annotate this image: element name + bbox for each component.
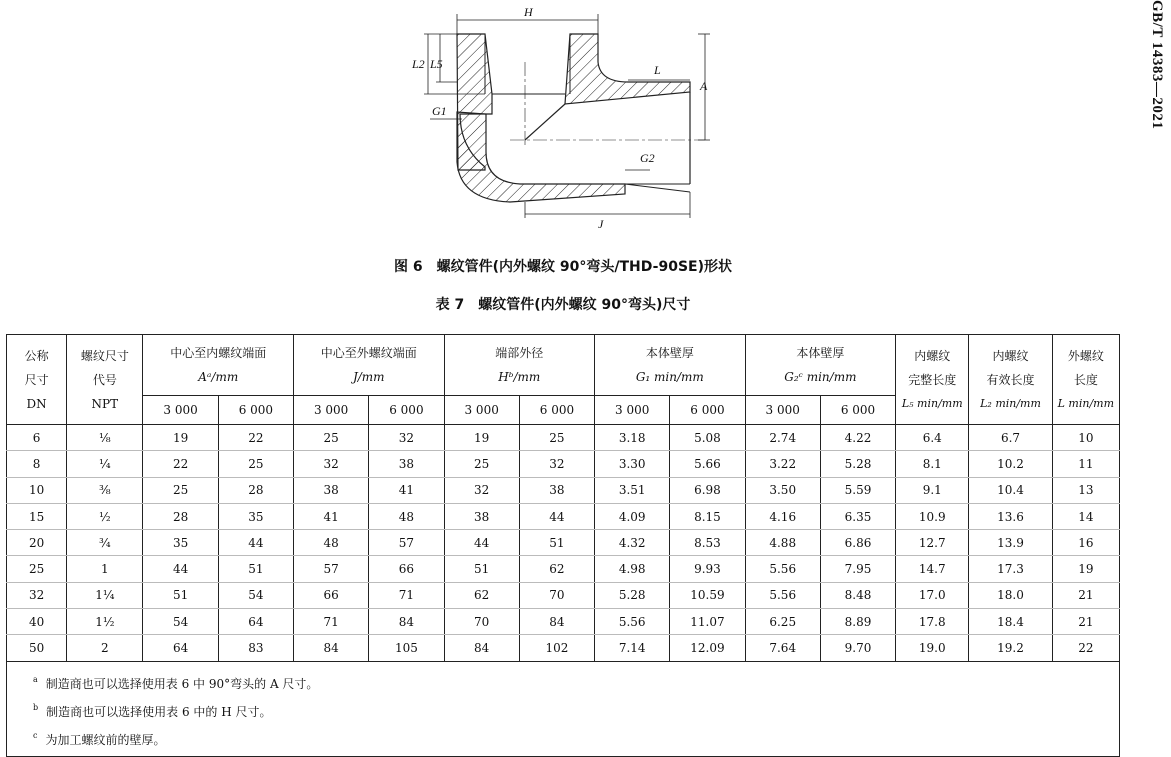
table-cell: 4.88 xyxy=(745,530,820,556)
table-cell: 44 xyxy=(218,530,293,556)
table-cell: 17.0 xyxy=(896,582,969,608)
header-npt: 螺纹尺寸 代号 NPT xyxy=(67,335,143,425)
table-cell: 9.70 xyxy=(820,635,895,661)
table-cell: 20 xyxy=(7,530,67,556)
table-cell: 19 xyxy=(1052,556,1119,582)
table-cell: 4.22 xyxy=(820,425,895,451)
table-cell: 32 xyxy=(369,425,444,451)
class-3000: 3 000 xyxy=(745,396,820,425)
table-caption: 表 7 螺纹管件(内外螺纹 90°弯头)尺寸 xyxy=(435,297,691,313)
table-cell: 8.48 xyxy=(820,582,895,608)
table-cell: 3.18 xyxy=(595,425,670,451)
label-a: A xyxy=(700,79,708,93)
table-cell: 51 xyxy=(444,556,519,582)
dimensions-table xyxy=(6,334,1120,757)
table-cell: 25 xyxy=(7,556,67,582)
table-cell: ⅜ xyxy=(67,477,143,503)
class-3000: 3 000 xyxy=(294,396,369,425)
table-row xyxy=(7,477,1120,503)
header-h: 端部外径 Hᵇ/mm xyxy=(444,335,595,396)
table-cell: 62 xyxy=(519,556,594,582)
table-cell: 48 xyxy=(294,530,369,556)
table-cell: 19 xyxy=(143,425,218,451)
table-cell: 6.4 xyxy=(896,425,969,451)
table-cell: 64 xyxy=(218,609,293,635)
table-row xyxy=(7,635,1120,661)
table-cell: 10.4 xyxy=(969,477,1052,503)
table-cell: 25 xyxy=(519,425,594,451)
table-row xyxy=(7,556,1120,582)
table-cell: 2.74 xyxy=(745,425,820,451)
label-l2: L2 xyxy=(412,57,425,71)
table-cell: 7.95 xyxy=(820,556,895,582)
table-cell: 57 xyxy=(294,556,369,582)
table-cell: 14 xyxy=(1052,503,1119,529)
table-cell: 8.89 xyxy=(820,609,895,635)
figure-caption: 图 6 螺纹管件(内外螺纹 90°弯头/THD-90SE)形状 xyxy=(394,259,732,275)
class-6000: 6 000 xyxy=(369,396,444,425)
table-cell: 35 xyxy=(143,530,218,556)
table-cell: 21 xyxy=(1052,609,1119,635)
table-cell: ½ xyxy=(67,503,143,529)
table-cell: 17.3 xyxy=(969,556,1052,582)
class-6000: 6 000 xyxy=(519,396,594,425)
table-cell: 32 xyxy=(294,451,369,477)
table-cell: 5.28 xyxy=(820,451,895,477)
note-a: $^a$ 制造商也可以选择使用表 6 中 90°弯头的 A 尺寸。 xyxy=(33,674,319,691)
table-cell: 32 xyxy=(7,582,67,608)
table-body xyxy=(7,425,1120,662)
table-cell: 6.86 xyxy=(820,530,895,556)
table-cell: 18.4 xyxy=(969,609,1052,635)
table-cell: 5.59 xyxy=(820,477,895,503)
label-g2: G2 xyxy=(640,151,655,165)
table-cell: 38 xyxy=(369,451,444,477)
table-row xyxy=(7,425,1120,451)
table-cell: 10.9 xyxy=(896,503,969,529)
table-cell: 5.28 xyxy=(595,582,670,608)
table-cell: ¾ xyxy=(67,530,143,556)
table-row xyxy=(7,609,1120,635)
table-cell: ⅛ xyxy=(67,425,143,451)
table-cell: 22 xyxy=(143,451,218,477)
header-j: 中心至外螺纹端面 J/mm xyxy=(294,335,445,396)
class-3000: 3 000 xyxy=(595,396,670,425)
table-cell: 35 xyxy=(218,503,293,529)
table-cell: 10.2 xyxy=(969,451,1052,477)
table-cell: 6.25 xyxy=(745,609,820,635)
table-cell: 9.1 xyxy=(896,477,969,503)
table-cell: 38 xyxy=(294,477,369,503)
class-6000: 6 000 xyxy=(670,396,745,425)
table-cell: 66 xyxy=(294,582,369,608)
table-row xyxy=(7,503,1120,529)
table-row xyxy=(7,582,1120,608)
table-cell: 50 xyxy=(7,635,67,661)
label-j: J xyxy=(598,217,604,231)
table-cell: ¼ xyxy=(67,451,143,477)
table-cell: 32 xyxy=(444,477,519,503)
table-cell: 25 xyxy=(294,425,369,451)
class-3000: 3 000 xyxy=(143,396,218,425)
table-cell: 25 xyxy=(444,451,519,477)
table-cell: 38 xyxy=(444,503,519,529)
table-cell: 54 xyxy=(218,582,293,608)
table-cell: 4.09 xyxy=(595,503,670,529)
table-cell: 13.6 xyxy=(969,503,1052,529)
table-cell: 6.7 xyxy=(969,425,1052,451)
table-cell: 48 xyxy=(369,503,444,529)
table-cell: 84 xyxy=(294,635,369,661)
table-cell: 1 xyxy=(67,556,143,582)
table-cell: 64 xyxy=(143,635,218,661)
table-cell: 17.8 xyxy=(896,609,969,635)
table-cell: 18.0 xyxy=(969,582,1052,608)
table-cell: 10 xyxy=(7,477,67,503)
table-cell: 41 xyxy=(294,503,369,529)
table-cell: 4.16 xyxy=(745,503,820,529)
header-g1: 本体壁厚 G₁ min/mm xyxy=(595,335,746,396)
fitting-drawing xyxy=(400,2,730,232)
header-a: 中心至内螺纹端面 Aᵃ/mm xyxy=(143,335,294,396)
table-cell: 3.51 xyxy=(595,477,670,503)
table-cell: 6.98 xyxy=(670,477,745,503)
table-cell: 44 xyxy=(143,556,218,582)
table-cell: 12.7 xyxy=(896,530,969,556)
table-cell: 3.50 xyxy=(745,477,820,503)
table-cell: 51 xyxy=(519,530,594,556)
table-cell: 71 xyxy=(294,609,369,635)
table-cell: 4.98 xyxy=(595,556,670,582)
header-dn: 公称 尺寸 DN xyxy=(7,335,67,425)
header-l: 外螺纹 长度 L min/mm xyxy=(1052,335,1119,425)
class-6000: 6 000 xyxy=(218,396,293,425)
table-cell: 8 xyxy=(7,451,67,477)
table-cell: 19 xyxy=(444,425,519,451)
table-cell: 83 xyxy=(218,635,293,661)
table-cell: 28 xyxy=(218,477,293,503)
table-row xyxy=(7,451,1120,477)
table-cell: 41 xyxy=(369,477,444,503)
table-cell: 6 xyxy=(7,425,67,451)
elbow-body xyxy=(457,34,705,202)
table-cell: 66 xyxy=(369,556,444,582)
table-cell: 15 xyxy=(7,503,67,529)
table-cell: 13 xyxy=(1052,477,1119,503)
class-6000: 6 000 xyxy=(820,396,895,425)
table-cell: 5.08 xyxy=(670,425,745,451)
table-cell: 22 xyxy=(1052,635,1119,661)
table-cell: 10.59 xyxy=(670,582,745,608)
note-c: $^c$ 为加工螺纹前的壁厚。 xyxy=(33,730,166,747)
table-cell: 70 xyxy=(519,582,594,608)
table-cell: 54 xyxy=(143,609,218,635)
table-cell: 19.0 xyxy=(896,635,969,661)
table-cell: 5.56 xyxy=(745,582,820,608)
header-g2: 本体壁厚 G₂ᶜ min/mm xyxy=(745,335,896,396)
table-cell: 51 xyxy=(143,582,218,608)
table-cell: 1½ xyxy=(67,609,143,635)
label-l5: L5 xyxy=(430,57,443,71)
label-g1: G1 xyxy=(432,104,447,118)
table-cell: 38 xyxy=(519,477,594,503)
table-cell: 6.35 xyxy=(820,503,895,529)
table-cell: 12.09 xyxy=(670,635,745,661)
table-cell: 62 xyxy=(444,582,519,608)
table-cell: 16 xyxy=(1052,530,1119,556)
table-cell: 8.1 xyxy=(896,451,969,477)
table-cell: 10 xyxy=(1052,425,1119,451)
table-cell: 21 xyxy=(1052,582,1119,608)
table-cell: 8.53 xyxy=(670,530,745,556)
table-cell: 102 xyxy=(519,635,594,661)
table-cell: 13.9 xyxy=(969,530,1052,556)
label-l: L xyxy=(654,63,661,77)
table-cell: 5.56 xyxy=(745,556,820,582)
table-cell: 22 xyxy=(218,425,293,451)
table-cell: 25 xyxy=(218,451,293,477)
table-cell: 9.93 xyxy=(670,556,745,582)
table-notes xyxy=(7,661,1120,756)
table-cell: 2 xyxy=(67,635,143,661)
table-cell: 44 xyxy=(519,503,594,529)
table-cell: 7.64 xyxy=(745,635,820,661)
table-cell: 25 xyxy=(143,477,218,503)
header-l2: 内螺纹 有效长度 L₂ min/mm xyxy=(969,335,1052,425)
table-row xyxy=(7,530,1120,556)
table-cell: 44 xyxy=(444,530,519,556)
standard-code: GB/T 14383—2021 xyxy=(1149,0,1165,130)
table-cell: 84 xyxy=(444,635,519,661)
table-cell: 11.07 xyxy=(670,609,745,635)
table-cell: 28 xyxy=(143,503,218,529)
table-cell: 71 xyxy=(369,582,444,608)
label-h: H xyxy=(524,5,533,19)
table-cell: 32 xyxy=(519,451,594,477)
table-cell: 84 xyxy=(369,609,444,635)
table-cell: 84 xyxy=(519,609,594,635)
table-cell: 5.66 xyxy=(670,451,745,477)
table-cell: 14.7 xyxy=(896,556,969,582)
table-cell: 4.32 xyxy=(595,530,670,556)
table-cell: 40 xyxy=(7,609,67,635)
table-cell: 105 xyxy=(369,635,444,661)
table-cell: 7.14 xyxy=(595,635,670,661)
table-cell: 5.56 xyxy=(595,609,670,635)
table-cell: 8.15 xyxy=(670,503,745,529)
class-3000: 3 000 xyxy=(444,396,519,425)
table-cell: 57 xyxy=(369,530,444,556)
table-cell: 3.22 xyxy=(745,451,820,477)
table-cell: 3.30 xyxy=(595,451,670,477)
table-cell: 19.2 xyxy=(969,635,1052,661)
table-cell: 1¼ xyxy=(67,582,143,608)
header-l5: 内螺纹 完整长度 L₅ min/mm xyxy=(896,335,969,425)
table-cell: 11 xyxy=(1052,451,1119,477)
note-b: $^b$ 制造商也可以选择使用表 6 中的 H 尺寸。 xyxy=(33,702,272,719)
table-cell: 51 xyxy=(218,556,293,582)
table-cell: 70 xyxy=(444,609,519,635)
